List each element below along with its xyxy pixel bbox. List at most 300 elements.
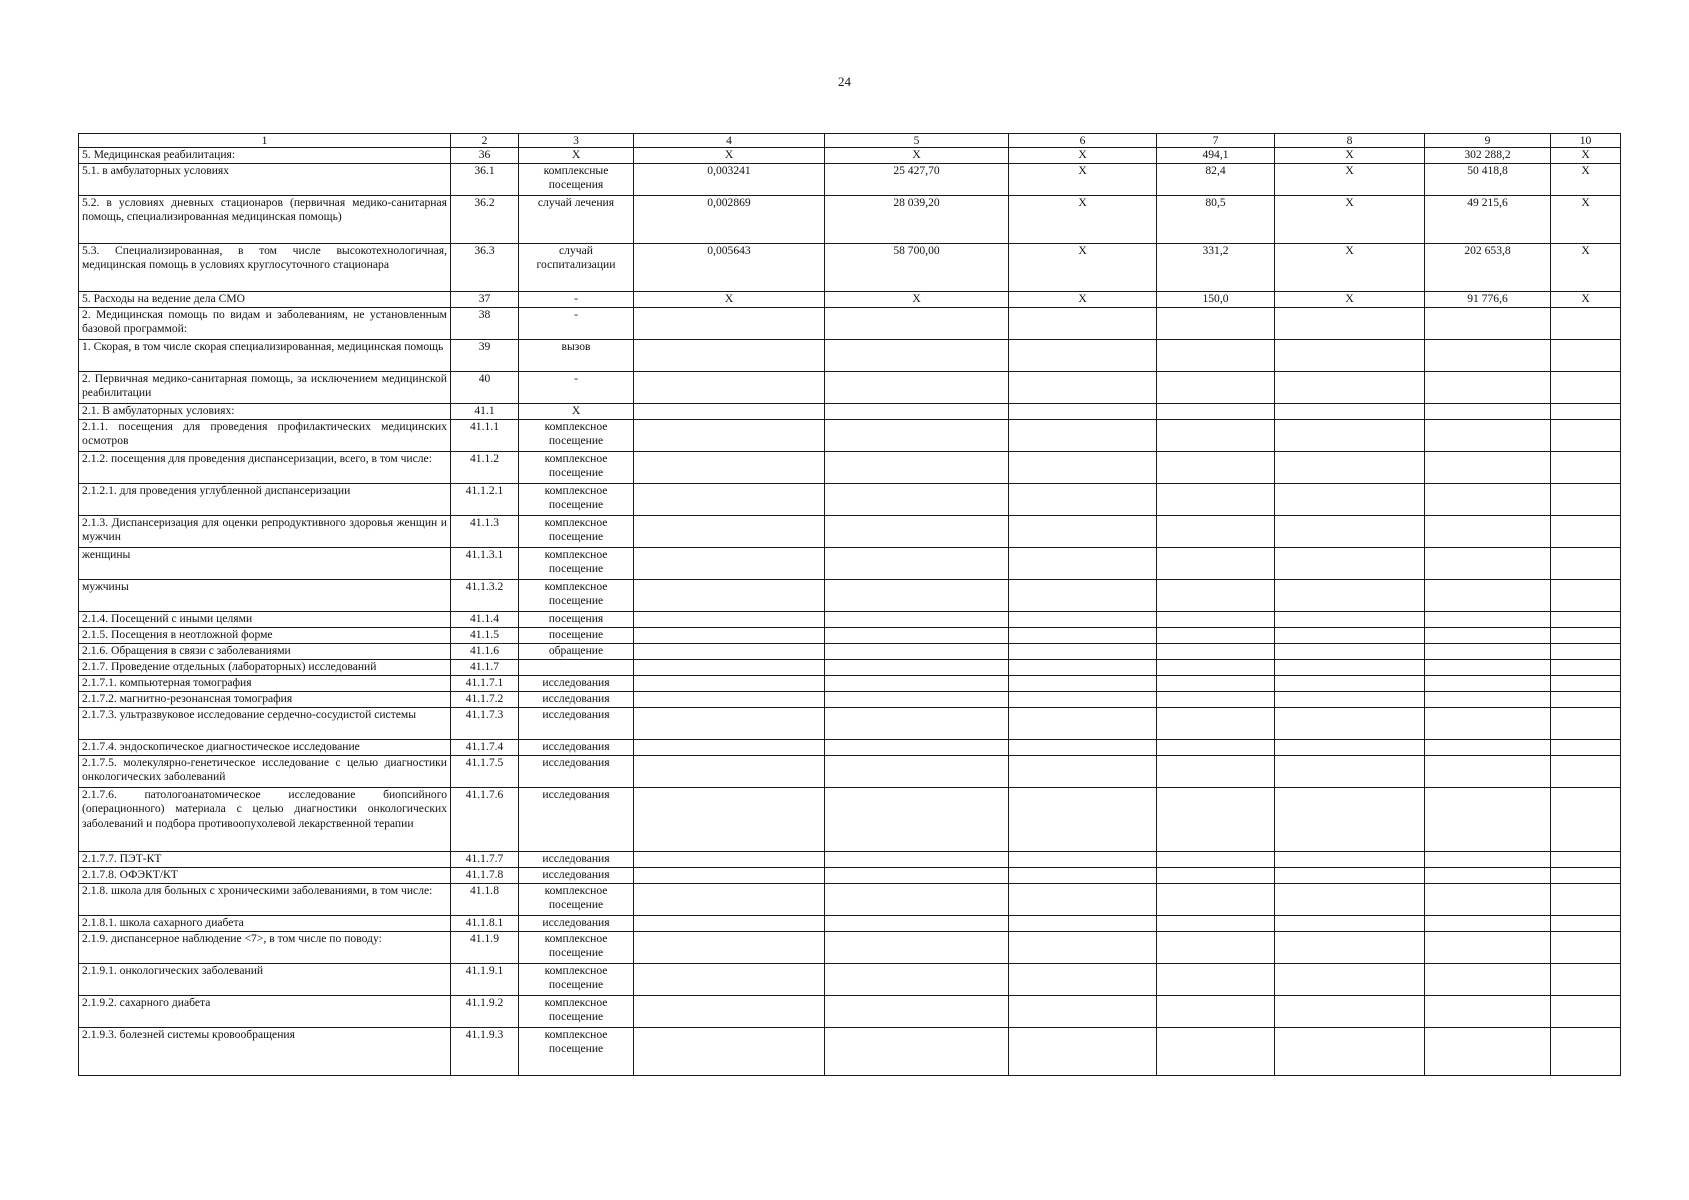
table-row xyxy=(79,548,1621,580)
col7-cell xyxy=(1157,612,1275,628)
row-name-cell: 2.1.7.1. компьютерная томография xyxy=(79,676,451,692)
standard-cell: Х xyxy=(634,148,825,164)
col10-cell: Х xyxy=(1551,292,1621,308)
col6-cell: Х xyxy=(1009,148,1157,164)
col9-cell xyxy=(1425,852,1551,868)
standard-cell xyxy=(634,404,825,420)
col9-cell: 50 418,8 xyxy=(1425,164,1551,196)
col8-cell xyxy=(1275,932,1425,964)
standard-cell xyxy=(634,756,825,788)
col7-cell xyxy=(1157,676,1275,692)
table-row xyxy=(79,420,1621,452)
unit-cell: обращение xyxy=(519,644,634,660)
unit-cell: комплексное посещение xyxy=(519,1028,634,1076)
row-name-cell: 2. Медицинская помощь по видам и заболеваниям, не установленным базовой программой: xyxy=(79,308,451,340)
col6-cell xyxy=(1009,676,1157,692)
header-cell: 8 xyxy=(1275,134,1425,148)
col8-cell xyxy=(1275,708,1425,740)
col7-cell xyxy=(1157,740,1275,756)
unit-cell xyxy=(519,660,634,676)
table-row xyxy=(79,372,1621,404)
col10-cell xyxy=(1551,420,1621,452)
cost-cell xyxy=(825,612,1009,628)
row-name-cell: 1. Скорая, в том числе скорая специализированная, медицинская помощь xyxy=(79,340,451,372)
col8-cell xyxy=(1275,420,1425,452)
col8-cell xyxy=(1275,1028,1425,1076)
col6-cell xyxy=(1009,852,1157,868)
col9-cell xyxy=(1425,308,1551,340)
row-name-cell: 5. Расходы на ведение дела СМО xyxy=(79,292,451,308)
row-name-cell: 5. Медицинская реабилитация: xyxy=(79,148,451,164)
standard-cell xyxy=(634,308,825,340)
col9-cell xyxy=(1425,484,1551,516)
col8-cell xyxy=(1275,916,1425,932)
row-name-cell: 2.1.4. Посещений с иными целями xyxy=(79,612,451,628)
row-code-cell: 41.1.9.3 xyxy=(451,1028,519,1076)
col6-cell: Х xyxy=(1009,196,1157,244)
row-code-cell: 41.1.2 xyxy=(451,452,519,484)
col7-cell xyxy=(1157,964,1275,996)
cost-cell xyxy=(825,340,1009,372)
col8-cell: Х xyxy=(1275,292,1425,308)
standard-cell xyxy=(634,516,825,548)
table-body xyxy=(79,134,1621,1076)
unit-cell: комплексные посещения xyxy=(519,164,634,196)
row-code-cell: 38 xyxy=(451,308,519,340)
cost-cell xyxy=(825,628,1009,644)
col8-cell xyxy=(1275,404,1425,420)
col6-cell xyxy=(1009,372,1157,404)
col7-cell xyxy=(1157,452,1275,484)
col10-cell xyxy=(1551,916,1621,932)
cost-cell: 25 427,70 xyxy=(825,164,1009,196)
header-cell: 4 xyxy=(634,134,825,148)
cost-cell xyxy=(825,964,1009,996)
col6-cell xyxy=(1009,740,1157,756)
col7-cell xyxy=(1157,852,1275,868)
unit-cell: вызов xyxy=(519,340,634,372)
standard-cell xyxy=(634,420,825,452)
col10-cell xyxy=(1551,932,1621,964)
col8-cell xyxy=(1275,756,1425,788)
financing-table xyxy=(78,133,1621,1076)
col10-cell xyxy=(1551,756,1621,788)
col8-cell: Х xyxy=(1275,244,1425,292)
row-code-cell: 41.1.7.6 xyxy=(451,788,519,852)
col6-cell xyxy=(1009,756,1157,788)
row-code-cell: 41.1.9.1 xyxy=(451,964,519,996)
col6-cell xyxy=(1009,548,1157,580)
col9-cell: 91 776,6 xyxy=(1425,292,1551,308)
table-row xyxy=(79,196,1621,244)
col8-cell xyxy=(1275,372,1425,404)
cost-cell xyxy=(825,868,1009,884)
cost-cell xyxy=(825,788,1009,852)
cost-cell: Х xyxy=(825,292,1009,308)
standard-cell xyxy=(634,660,825,676)
cost-cell xyxy=(825,372,1009,404)
col10-cell: Х xyxy=(1551,148,1621,164)
col7-cell: 82,4 xyxy=(1157,164,1275,196)
standard-cell xyxy=(634,708,825,740)
unit-cell: комплексное посещение xyxy=(519,420,634,452)
col7-cell: 80,5 xyxy=(1157,196,1275,244)
col9-cell xyxy=(1425,868,1551,884)
col10-cell xyxy=(1551,452,1621,484)
col6-cell xyxy=(1009,932,1157,964)
unit-cell: исследования xyxy=(519,708,634,740)
cost-cell: 58 700,00 xyxy=(825,244,1009,292)
unit-cell: комплексное посещение xyxy=(519,548,634,580)
page-number: 24 xyxy=(838,74,851,89)
col6-cell xyxy=(1009,484,1157,516)
row-name-cell: 5.1. в амбулаторных условиях xyxy=(79,164,451,196)
standard-cell xyxy=(634,612,825,628)
col6-cell xyxy=(1009,404,1157,420)
row-code-cell: 41.1.5 xyxy=(451,628,519,644)
col9-cell xyxy=(1425,628,1551,644)
col7-cell: 331,2 xyxy=(1157,244,1275,292)
col9-cell xyxy=(1425,692,1551,708)
header-cell: 10 xyxy=(1551,134,1621,148)
header-cell: 6 xyxy=(1009,134,1157,148)
cost-cell xyxy=(825,996,1009,1028)
row-name-cell: женщины xyxy=(79,548,451,580)
col9-cell xyxy=(1425,644,1551,660)
col9-cell: 49 215,6 xyxy=(1425,196,1551,244)
table-row xyxy=(79,580,1621,612)
standard-cell: Х xyxy=(634,292,825,308)
standard-cell: 0,005643 xyxy=(634,244,825,292)
row-code-cell: 39 xyxy=(451,340,519,372)
col10-cell xyxy=(1551,644,1621,660)
col6-cell xyxy=(1009,308,1157,340)
standard-cell xyxy=(634,692,825,708)
col8-cell: Х xyxy=(1275,148,1425,164)
row-code-cell: 41.1.1 xyxy=(451,420,519,452)
table-row xyxy=(79,340,1621,372)
row-code-cell: 41.1.7 xyxy=(451,660,519,676)
col7-cell xyxy=(1157,916,1275,932)
standard-cell xyxy=(634,628,825,644)
header-cell: 9 xyxy=(1425,134,1551,148)
table-row xyxy=(79,884,1621,916)
standard-cell: 0,003241 xyxy=(634,164,825,196)
table-row xyxy=(79,244,1621,292)
table-row xyxy=(79,484,1621,516)
col10-cell xyxy=(1551,484,1621,516)
col7-cell xyxy=(1157,1028,1275,1076)
cost-cell: 28 039,20 xyxy=(825,196,1009,244)
row-name-cell: 2.1.8. школа для больных с хроническими заболеваниями, в том числе: xyxy=(79,884,451,916)
table-row xyxy=(79,148,1621,164)
row-name-cell: 2.1. В амбулаторных условиях: xyxy=(79,404,451,420)
col6-cell xyxy=(1009,660,1157,676)
col10-cell xyxy=(1551,548,1621,580)
col9-cell: 202 653,8 xyxy=(1425,244,1551,292)
unit-cell: исследования xyxy=(519,788,634,852)
table-row xyxy=(79,692,1621,708)
standard-cell xyxy=(634,340,825,372)
row-name-cell: 2.1.7.6. патологоанатомическое исследование биопсийного (операционного) материала с целью диагностики онкологических заболеваний и подбора противоопухолевой лекарственной терапии xyxy=(79,788,451,852)
standard-cell xyxy=(634,852,825,868)
row-code-cell: 41.1 xyxy=(451,404,519,420)
col9-cell xyxy=(1425,580,1551,612)
unit-cell: исследования xyxy=(519,740,634,756)
row-name-cell: 2.1.9. диспансерное наблюдение <7>, в том числе по поводу: xyxy=(79,932,451,964)
cost-cell xyxy=(825,692,1009,708)
table-row xyxy=(79,164,1621,196)
col6-cell xyxy=(1009,580,1157,612)
row-code-cell: 41.1.8.1 xyxy=(451,916,519,932)
unit-cell: исследования xyxy=(519,916,634,932)
standard-cell xyxy=(634,996,825,1028)
header-cell: 7 xyxy=(1157,134,1275,148)
cost-cell xyxy=(825,452,1009,484)
col10-cell xyxy=(1551,884,1621,916)
col8-cell xyxy=(1275,676,1425,692)
row-name-cell: 2.1.2. посещения для проведения диспансеризации, всего, в том числе: xyxy=(79,452,451,484)
standard-cell xyxy=(634,452,825,484)
col6-cell xyxy=(1009,884,1157,916)
cost-cell xyxy=(825,676,1009,692)
unit-cell: исследования xyxy=(519,852,634,868)
col10-cell xyxy=(1551,628,1621,644)
unit-cell: комплексное посещение xyxy=(519,996,634,1028)
cost-cell xyxy=(825,580,1009,612)
col8-cell xyxy=(1275,996,1425,1028)
row-code-cell: 41.1.3.2 xyxy=(451,580,519,612)
col10-cell xyxy=(1551,788,1621,852)
row-name-cell: 2.1.2.1. для проведения углубленной диспансеризации xyxy=(79,484,451,516)
col8-cell xyxy=(1275,740,1425,756)
unit-cell: посещения xyxy=(519,612,634,628)
cost-cell xyxy=(825,516,1009,548)
col8-cell xyxy=(1275,516,1425,548)
col9-cell xyxy=(1425,372,1551,404)
standard-cell xyxy=(634,644,825,660)
row-code-cell: 41.1.7.8 xyxy=(451,868,519,884)
row-code-cell: 37 xyxy=(451,292,519,308)
unit-cell: исследования xyxy=(519,676,634,692)
col10-cell xyxy=(1551,404,1621,420)
cost-cell: Х xyxy=(825,148,1009,164)
col10-cell: Х xyxy=(1551,164,1621,196)
col8-cell: Х xyxy=(1275,196,1425,244)
col7-cell xyxy=(1157,420,1275,452)
col9-cell xyxy=(1425,676,1551,692)
standard-cell xyxy=(634,484,825,516)
cost-cell xyxy=(825,1028,1009,1076)
col9-cell xyxy=(1425,612,1551,628)
col7-cell: 494,1 xyxy=(1157,148,1275,164)
col8-cell xyxy=(1275,852,1425,868)
unit-cell: - xyxy=(519,308,634,340)
col8-cell xyxy=(1275,484,1425,516)
cost-cell xyxy=(825,420,1009,452)
table-row xyxy=(79,516,1621,548)
col6-cell xyxy=(1009,452,1157,484)
unit-cell: - xyxy=(519,372,634,404)
row-name-cell: 2.1.7. Проведение отдельных (лабораторных) исследований xyxy=(79,660,451,676)
standard-cell xyxy=(634,932,825,964)
col7-cell xyxy=(1157,372,1275,404)
col9-cell xyxy=(1425,660,1551,676)
table-row xyxy=(79,676,1621,692)
unit-cell: комплексное посещение xyxy=(519,964,634,996)
col6-cell xyxy=(1009,788,1157,852)
header-cell: 3 xyxy=(519,134,634,148)
table-row xyxy=(79,708,1621,740)
col10-cell: Х xyxy=(1551,244,1621,292)
standard-cell xyxy=(634,916,825,932)
row-name-cell: 2.1.9.1. онкологических заболеваний xyxy=(79,964,451,996)
table-row xyxy=(79,404,1621,420)
cost-cell xyxy=(825,644,1009,660)
col6-cell xyxy=(1009,1028,1157,1076)
col7-cell xyxy=(1157,868,1275,884)
standard-cell xyxy=(634,580,825,612)
table-row xyxy=(79,964,1621,996)
col6-cell xyxy=(1009,868,1157,884)
col6-cell xyxy=(1009,996,1157,1028)
col9-cell xyxy=(1425,340,1551,372)
cost-cell xyxy=(825,308,1009,340)
table-row xyxy=(79,660,1621,676)
col7-cell xyxy=(1157,308,1275,340)
unit-cell: Х xyxy=(519,148,634,164)
col6-cell xyxy=(1009,964,1157,996)
table-row xyxy=(79,932,1621,964)
row-code-cell: 41.1.7.2 xyxy=(451,692,519,708)
col9-cell xyxy=(1425,964,1551,996)
col6-cell xyxy=(1009,644,1157,660)
col10-cell xyxy=(1551,868,1621,884)
cost-cell xyxy=(825,852,1009,868)
col6-cell xyxy=(1009,420,1157,452)
col9-cell xyxy=(1425,516,1551,548)
col6-cell xyxy=(1009,628,1157,644)
unit-cell: комплексное посещение xyxy=(519,932,634,964)
col7-cell xyxy=(1157,884,1275,916)
col10-cell xyxy=(1551,740,1621,756)
table-row xyxy=(79,852,1621,868)
row-name-cell: 2.1.7.3. ультразвуковое исследование сердечно-сосудистой системы xyxy=(79,708,451,740)
standard-cell xyxy=(634,548,825,580)
row-code-cell: 41.1.2.1 xyxy=(451,484,519,516)
row-name-cell: 2.1.1. посещения для проведения профилактических медицинских осмотров xyxy=(79,420,451,452)
row-code-cell: 36.3 xyxy=(451,244,519,292)
row-code-cell: 36.1 xyxy=(451,164,519,196)
col6-cell xyxy=(1009,692,1157,708)
cost-cell xyxy=(825,404,1009,420)
unit-cell: комплексное посещение xyxy=(519,484,634,516)
row-code-cell: 36.2 xyxy=(451,196,519,244)
row-code-cell: 41.1.7.1 xyxy=(451,676,519,692)
row-name-cell: 2. Первичная медико-санитарная помощь, за исключением медицинской реабилитации xyxy=(79,372,451,404)
table-row xyxy=(79,644,1621,660)
unit-cell: исследования xyxy=(519,756,634,788)
unit-cell: исследования xyxy=(519,692,634,708)
col9-cell xyxy=(1425,548,1551,580)
col7-cell xyxy=(1157,932,1275,964)
cost-cell xyxy=(825,660,1009,676)
cost-cell xyxy=(825,756,1009,788)
row-code-cell: 41.1.7.7 xyxy=(451,852,519,868)
col7-cell xyxy=(1157,996,1275,1028)
standard-cell: 0,002869 xyxy=(634,196,825,244)
col8-cell xyxy=(1275,964,1425,996)
standard-cell xyxy=(634,1028,825,1076)
row-code-cell: 41.1.6 xyxy=(451,644,519,660)
col9-cell xyxy=(1425,756,1551,788)
unit-cell: комплексное посещение xyxy=(519,580,634,612)
standard-cell xyxy=(634,964,825,996)
col7-cell xyxy=(1157,788,1275,852)
table-row xyxy=(79,452,1621,484)
col8-cell xyxy=(1275,644,1425,660)
row-code-cell: 36 xyxy=(451,148,519,164)
table-row xyxy=(79,292,1621,308)
row-name-cell: 2.1.7.5. молекулярно-генетическое исследование с целью диагностики онкологических заболеваний xyxy=(79,756,451,788)
col10-cell xyxy=(1551,372,1621,404)
table-row xyxy=(79,756,1621,788)
row-code-cell: 41.1.3 xyxy=(451,516,519,548)
col8-cell xyxy=(1275,628,1425,644)
col7-cell xyxy=(1157,548,1275,580)
row-code-cell: 41.1.7.3 xyxy=(451,708,519,740)
unit-cell: - xyxy=(519,292,634,308)
row-code-cell: 41.1.7.5 xyxy=(451,756,519,788)
row-code-cell: 41.1.8 xyxy=(451,884,519,916)
col10-cell xyxy=(1551,1028,1621,1076)
table-row xyxy=(79,868,1621,884)
col9-cell xyxy=(1425,740,1551,756)
col10-cell xyxy=(1551,660,1621,676)
col6-cell: Х xyxy=(1009,292,1157,308)
col8-cell xyxy=(1275,548,1425,580)
col8-cell xyxy=(1275,308,1425,340)
cost-cell xyxy=(825,932,1009,964)
col10-cell xyxy=(1551,308,1621,340)
unit-cell: комплексное посещение xyxy=(519,884,634,916)
row-name-cell: 2.1.3. Диспансеризация для оценки репродуктивного здоровья женщин и мужчин xyxy=(79,516,451,548)
col10-cell: Х xyxy=(1551,196,1621,244)
row-name-cell: мужчины xyxy=(79,580,451,612)
cost-cell xyxy=(825,916,1009,932)
row-name-cell: 5.3. Специализированная, в том числе высокотехнологичная, медицинская помощь в условиях круглосуточного стационара xyxy=(79,244,451,292)
standard-cell xyxy=(634,676,825,692)
row-name-cell: 5.2. в условиях дневных стационаров (первичная медико-санитарная помощь, специализированная медицинская помощь) xyxy=(79,196,451,244)
cost-cell xyxy=(825,708,1009,740)
table-row xyxy=(79,788,1621,852)
row-name-cell: 2.1.7.7. ПЭТ-КТ xyxy=(79,852,451,868)
row-name-cell: 2.1.7.8. ОФЭКТ/КТ xyxy=(79,868,451,884)
table-row xyxy=(79,612,1621,628)
col8-cell xyxy=(1275,612,1425,628)
table-row xyxy=(79,740,1621,756)
col7-cell xyxy=(1157,580,1275,612)
row-name-cell: 2.1.9.3. болезней системы кровообращения xyxy=(79,1028,451,1076)
col6-cell xyxy=(1009,612,1157,628)
header-cell: 2 xyxy=(451,134,519,148)
col7-cell xyxy=(1157,404,1275,420)
col9-cell xyxy=(1425,708,1551,740)
col6-cell xyxy=(1009,340,1157,372)
cost-cell xyxy=(825,884,1009,916)
unit-cell: комплексное посещение xyxy=(519,516,634,548)
standard-cell xyxy=(634,740,825,756)
